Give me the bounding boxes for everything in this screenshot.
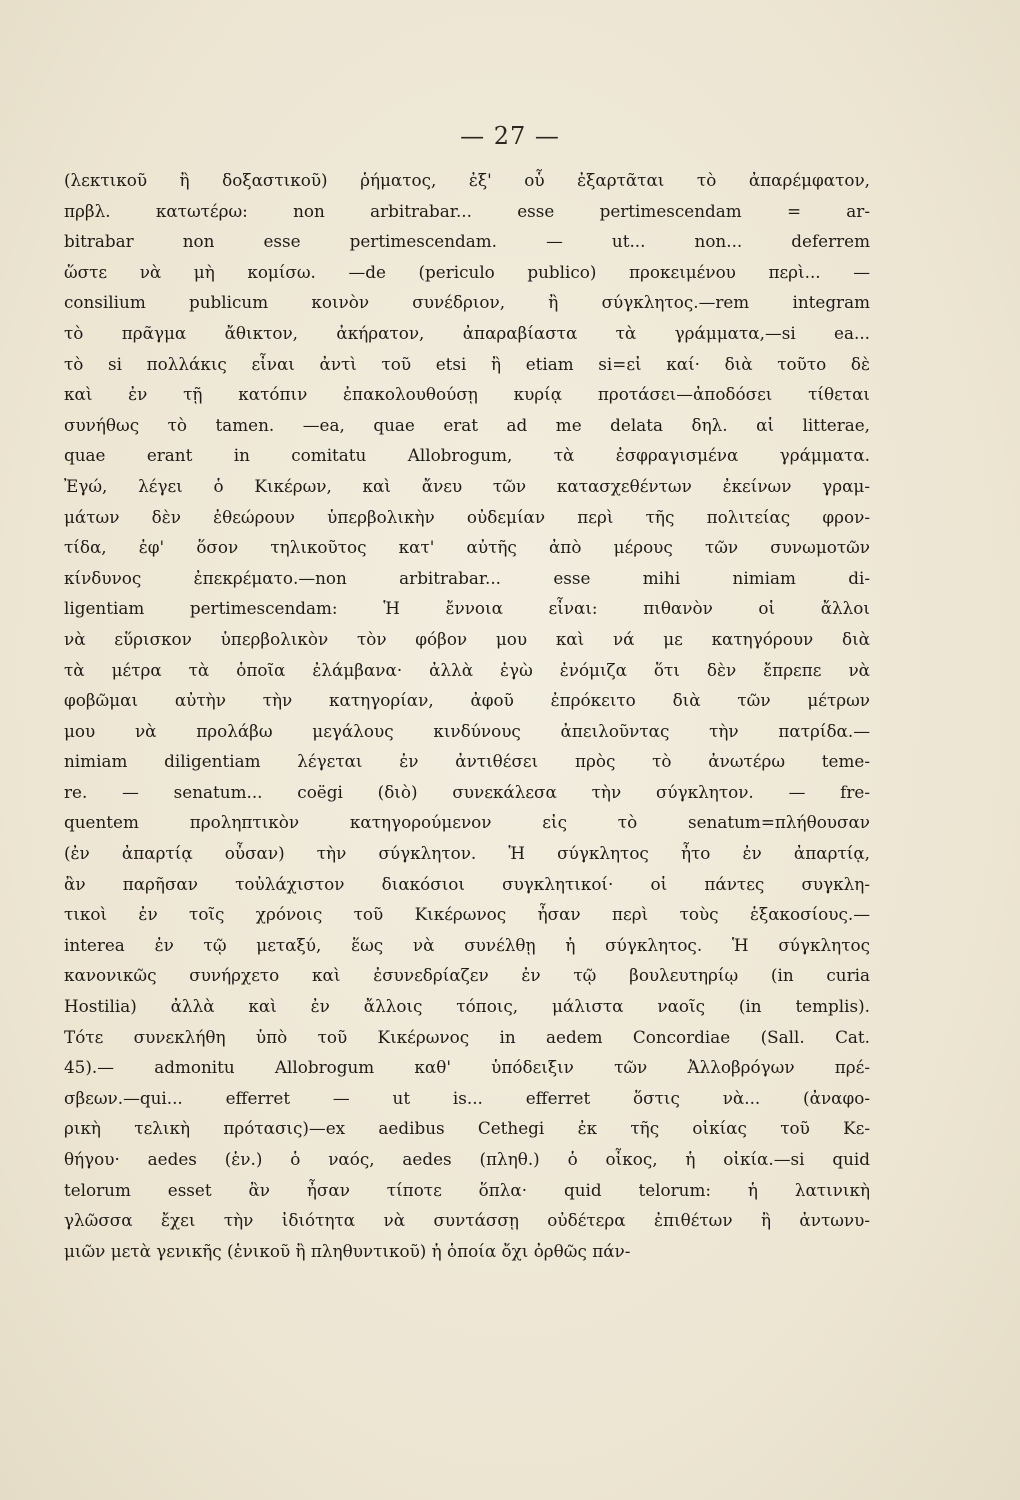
text-line: ρικὴ τελικὴ πρότασις)—ex aedibus Cethegi ἐκ τῆς οἰκίας τοῦ Κε- — [64, 1118, 870, 1139]
text-line: Τότε συνεκλήθη ὑπὸ τοῦ Κικέρωνος in aedem Concordiae (Sall. Cat. — [64, 1026, 870, 1047]
text-line: (λεκτικοῦ ἢ δοξαστικοῦ) ῥήματος, ἐξ' οὗ ἐξαρτᾶται τὸ ἀπαρέμφατον, — [64, 170, 870, 190]
text-line: (ἐν ἀπαρτίᾳ οὖσαν) τὴν σύγκλητον. Ἡ σύγκλητος ἦτο ἐν ἀπαρτίᾳ, — [64, 843, 870, 864]
text-line: τὸ πρᾶγμα ἄθικτον, ἀκήρατον, ἀπαραβίαστα τὰ γράμματα,—si ea... — [64, 322, 870, 343]
page-number: — 27 — — [460, 122, 560, 150]
text-line: κίνδυνος ἐπεκρέματο.—non arbitrabar... esse mihi nimiam di- — [64, 567, 870, 588]
text-line: τίδα, ἐφ' ὅσον τηλικοῦτος κατ' αὐτῆς ἀπὸ μέρους τῶν συνωμοτῶν — [64, 537, 870, 558]
text-line: Hostilia) ἀλλὰ καὶ ἐν ἄλλοις τόποις, μάλιστα ναοῖς (in templis). — [64, 996, 870, 1017]
text-line: θήγου· aedes (ἑν.) ὁ ναός, aedes (πληθ.) ὁ οἶκος, ἡ οἰκία.—si quid — [64, 1149, 870, 1169]
text-line: σβεων.—qui... efferret — ut is... efferret ὅστις νὰ... (ἀναφο- — [64, 1087, 870, 1108]
text-line: consilium publicum κοινὸν συνέδριον, ἢ σύγκλητος.—rem integram — [64, 292, 870, 313]
text-line: κανονικῶς συνήρχετο καὶ ἐσυνεδρίαζεν ἐν τῷ βουλευτηρίῳ (in curia — [64, 965, 870, 986]
text-line: τικοὶ ἐν τοῖς χρόνοις τοῦ Κικέρωνος ἦσαν περὶ τοὺς ἑξακοσίους.— — [64, 904, 870, 925]
text-line: interea ἐν τῷ μεταξύ, ἕως νὰ συνέλθῃ ἡ σύγκλητος. Ἡ σύγκλητος — [64, 934, 870, 955]
text-line: ὥστε νὰ μὴ κομίσω. —de (periculo publico) προκειμένου περὶ... — — [64, 261, 870, 282]
text-line: μιῶν μετὰ γενικῆς (ἑνικοῦ ἢ πληθυντικοῦ) ἡ ὁποία ὄχι ὀρθῶς πάν- — [64, 1240, 631, 1261]
text-line: νὰ εὕρισκον ὑπερβολικὸν τὸν φόβον μου καὶ νά με κατηγόρουν διὰ — [64, 628, 870, 649]
text-line: Ἐγώ, λέγει ὁ Κικέρων, καὶ ἄνευ τῶν κατασχεθέντων ἐκείνων γραμ- — [64, 475, 870, 496]
text-line: 45).— admonitu Allobrogum καθ' ὑπόδειξιν τῶν Ἀλλοβρόγων πρέ- — [64, 1057, 870, 1078]
text-line: ἂν παρῆσαν τοὐλάχιστον διακόσιοι συγκλητικοί· οἱ πάντες συγκλη- — [64, 873, 870, 894]
commentary-text — [64, 165, 870, 1266]
text-line: φοβῶμαι αὐτὴν τὴν κατηγορίαν, ἀφοῦ ἐπρόκειτο διὰ τῶν μέτρων — [64, 690, 870, 711]
text-line: γλῶσσα ἔχει τὴν ἰδιότητα νὰ συντάσσῃ οὐδέτερα ἐπιθέτων ἢ ἀντωνυ- — [64, 1210, 870, 1231]
text-line: telorum esset ἂν ἦσαν τίποτε ὅπλα· quid telorum: ἡ λατινικὴ — [64, 1179, 870, 1200]
text-line: πρβλ. κατωτέρω: non arbitrabar... esse pertimescendam = ar- — [64, 200, 870, 221]
text-line: re. — senatum... coëgi (διὸ) συνεκάλεσα τὴν σύγκλητον. — fre- — [64, 781, 870, 802]
text-line: quae erant in comitatu Allobrogum, τὰ ἐσφραγισμένα γράμματα. — [64, 445, 870, 466]
text-line: quentem προληπτικὸν κατηγορούμενον εἰς τὸ senatum=πλήθουσαν — [64, 812, 870, 833]
text-line: μου νὰ προλάβω μεγάλους κινδύνους ἀπειλοῦντας τὴν πατρίδα.— — [64, 720, 870, 741]
text-line: καὶ ἐν τῇ κατόπιν ἐπακολουθούσῃ κυρίᾳ προτάσει—ἀποδόσει τίθεται — [64, 384, 870, 405]
text-line: μάτων δὲν ἐθεώρουν ὑπερβολικὴν οὐδεμίαν περὶ τῆς πολιτείας φρον- — [64, 506, 870, 527]
text-line: συνήθως τὸ tamen. —ea, quae erat ad me delata δηλ. αἱ litterae, — [64, 414, 870, 435]
text-line: nimiam diligentiam λέγεται ἐν ἀντιθέσει πρὸς τὸ ἀνωτέρω teme- — [64, 751, 870, 772]
text-line: τὸ si πολλάκις εἶναι ἀντὶ τοῦ etsi ἢ etiam si=εἰ καί· διὰ τοῦτο δὲ — [64, 353, 870, 374]
text-line: ligentiam pertimescendam: Ἡ ἔννοια εἶναι: πιθανὸν οἱ ἄλλοι — [64, 598, 870, 619]
text-line: τὰ μέτρα τὰ ὁποῖα ἐλάμβανα· ἀλλὰ ἐγὼ ἐνόμιζα ὅτι δὲν ἔπρεπε νὰ — [64, 659, 870, 680]
text-line: bitrabar non esse pertimescendam. — ut... non... deferrem — [64, 231, 870, 252]
